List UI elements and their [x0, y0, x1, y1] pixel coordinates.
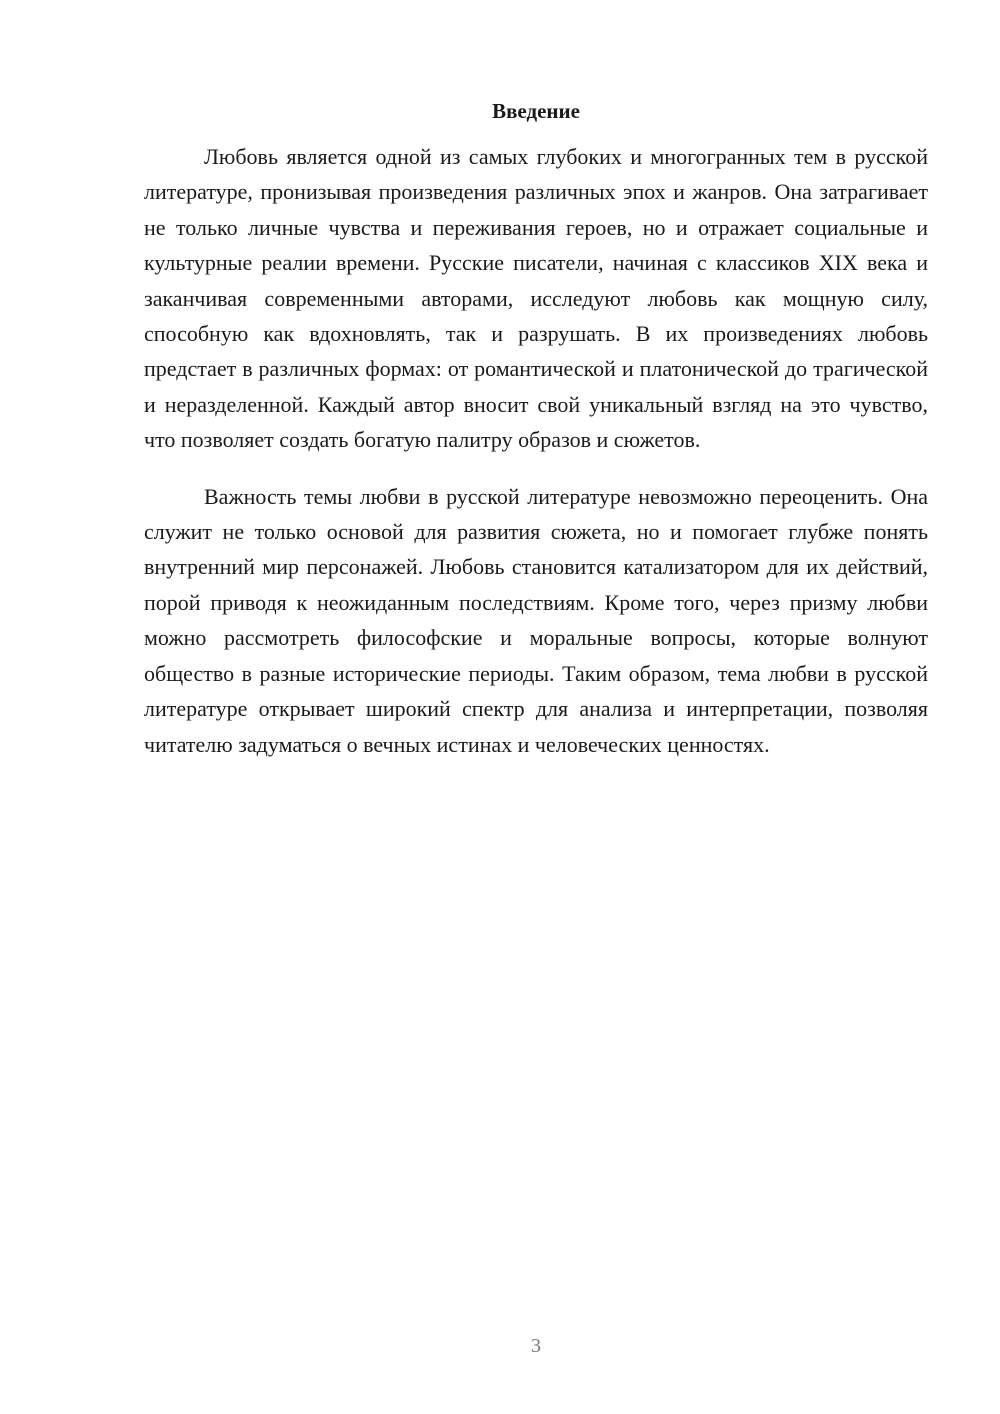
paragraph-2: Важность темы любви в русской литературе невозможно переоценить. Она служит не только основой для развития сюжета, но и помогает глубже понять внутренний мир персонажей. Любовь становится катализатором для их действий, порой приводя к неожиданным последствиям. Кроме того, через призму любви можно рассмотреть философские и моральные вопросы, которые волнуют общество в разные исторические периоды. Таким образом, тема любви в русской литературе открывает широкий спектр для анализа и интерпретации, позволяя читателю задуматься о вечных истинах и человеческих ценностях. — [144, 483, 928, 757]
section-title: Введение — [492, 99, 580, 123]
page-content — [144, 96, 928, 762]
paragraph-1: Любовь является одной из самых глубоких и многогранных тем в русской литературе, пронизывая произведения различных эпох и жанров. Она затрагивает не только личные чувства и переживания героев, но и отражает социальные и культурные реалии времени. Русские писатели, начиная с классиков XIX века и заканчивая современными авторами, исследуют любовь как мощную силу, способную как вдохновлять, так и разрушать. В их произведениях любовь предстает в различных формах: от романтической и платонической до трагической и неразделенной. Каждый автор вносит свой уникальный взгляд на это чувство, что позволяет создать богатую палитру образов и сюжетов. — [144, 144, 928, 453]
page-number: 3 — [531, 1335, 541, 1357]
